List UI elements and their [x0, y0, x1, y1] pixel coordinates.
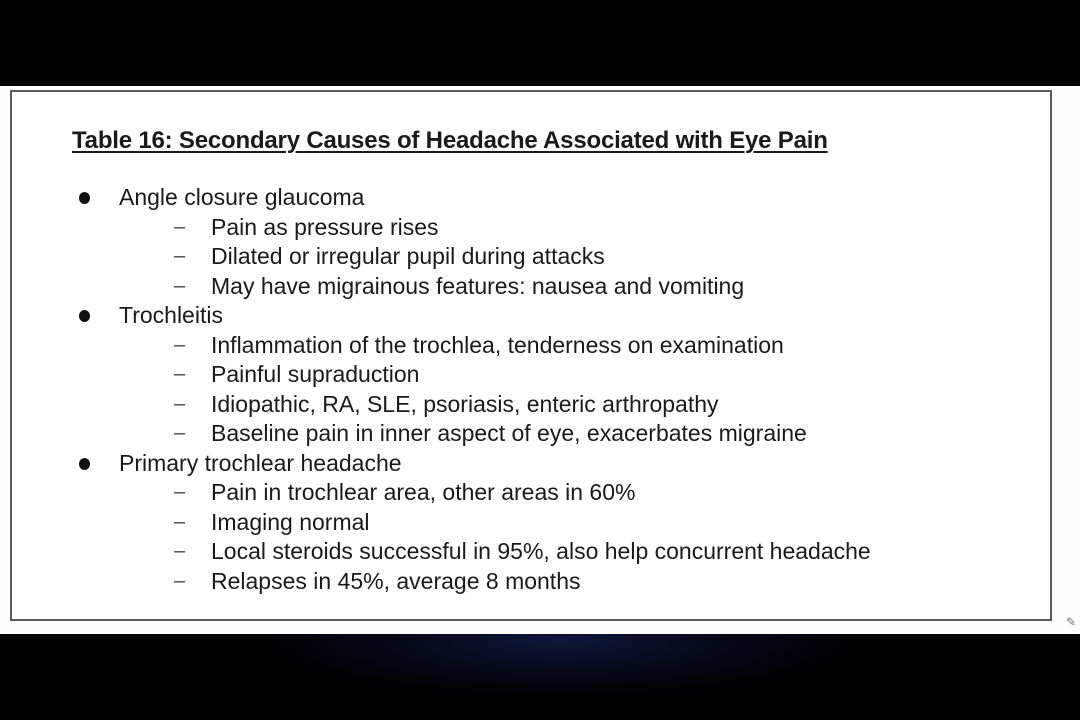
document-page: [0, 86, 1080, 634]
background-glow: [0, 620, 1080, 720]
dash-icon: –: [174, 274, 186, 297]
detail-label: Idiopathic, RA, SLE, psoriasis, enteric arthropathy: [211, 390, 719, 417]
dash-icon: –: [174, 569, 186, 592]
corner-mark-icon: ✎: [1066, 615, 1077, 629]
dash-icon: –: [174, 245, 186, 267]
dash-icon: –: [174, 363, 186, 385]
dash-icon: –: [174, 510, 186, 533]
detail-label: Baseline pain in inner aspect of eye, exacerbates migraine: [211, 420, 807, 446]
bullet-icon: [79, 458, 90, 470]
bullet-icon: [79, 310, 90, 322]
detail-label: Relapses in 45%, average 8 months: [211, 567, 581, 594]
detail-label: Imaging normal: [211, 508, 370, 535]
cause-label: Trochleitis: [119, 302, 223, 328]
detail-label: Dilated or irregular pupil during attacks: [211, 243, 605, 269]
cause-label: Primary trochlear headache: [119, 449, 402, 476]
dash-icon: –: [174, 215, 186, 238]
detail-label: Pain as pressure rises: [211, 213, 439, 240]
dash-icon: –: [174, 392, 186, 415]
detail-label: Local steroids successful in 95%, also help concurrent headache: [211, 538, 871, 564]
table-title: Table 16: Secondary Causes of Headache Associated with Eye Pain: [72, 127, 828, 154]
cause-label: Angle closure glaucoma: [119, 184, 365, 210]
detail-label: May have migrainous features: nausea and vomiting: [211, 272, 745, 299]
table-frame: [10, 90, 1052, 621]
detail-label: Painful supraduction: [211, 361, 420, 387]
dash-icon: –: [174, 333, 186, 356]
detail-label: Inflammation of the trochlea, tenderness on examination: [211, 331, 784, 358]
dash-icon: –: [174, 540, 186, 562]
dash-icon: –: [174, 481, 186, 503]
dash-icon: –: [174, 422, 186, 444]
bullet-icon: [79, 192, 90, 204]
detail-label: Pain in trochlear area, other areas in 60%: [211, 479, 636, 505]
